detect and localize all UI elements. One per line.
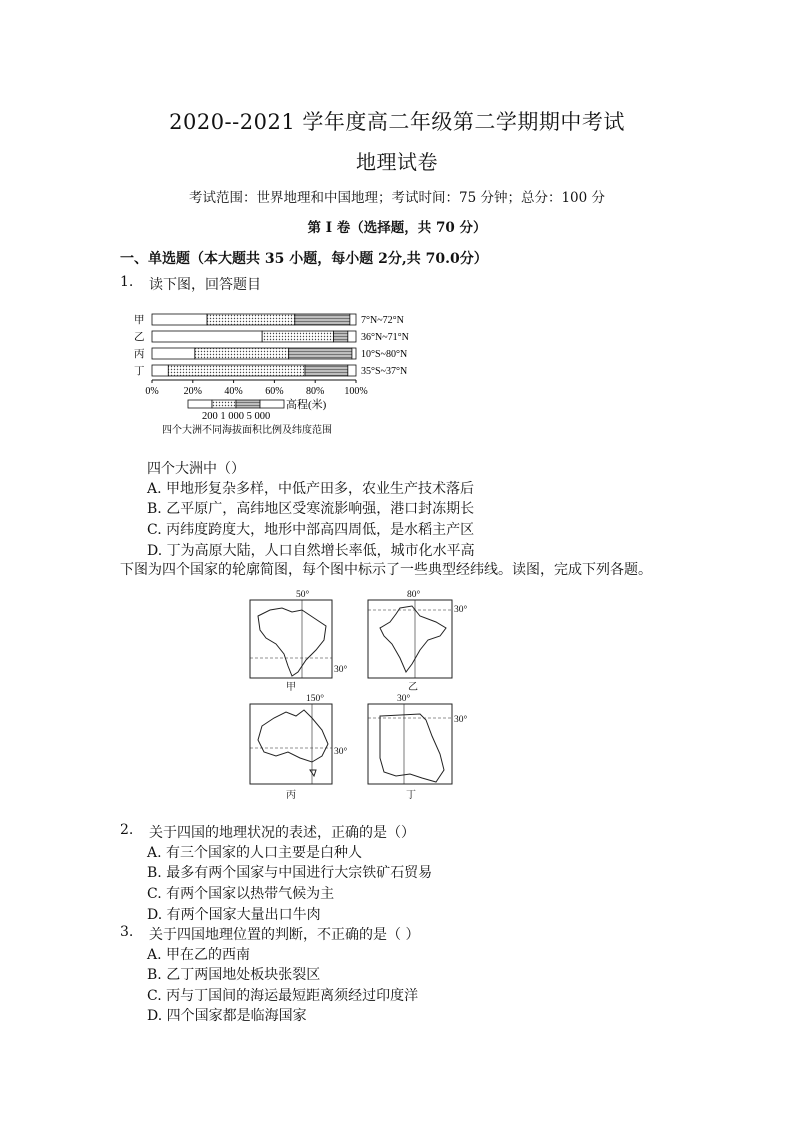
bar-segment: [334, 331, 348, 342]
bar-segment: [152, 365, 168, 376]
bar-segment: [352, 348, 356, 359]
q3-option-a[interactable]: A. 甲在乙的西南: [147, 947, 251, 963]
map-jia-label: 甲: [286, 682, 296, 693]
q1-stem: 四个大洲中（）: [147, 461, 245, 477]
q1-option-a[interactable]: A. 甲地形复杂多样，中低产田多，农业生产技术落后: [147, 481, 475, 497]
bar-segment: [207, 314, 295, 325]
q2-stem: 关于四国的地理状况的表述，正确的是（）: [149, 825, 415, 841]
bar-segment: [152, 348, 195, 359]
bar-segment: [348, 365, 356, 376]
exam-title: 2020--2021 学年度高二年级第二学期期中考试: [169, 110, 625, 134]
axis-tick-label: 20%: [183, 386, 202, 397]
map-yi-lon: 80°: [407, 590, 421, 600]
question-number: 1.: [120, 274, 134, 290]
q3-option-d[interactable]: D. 四个国家都是临海国家: [147, 1008, 307, 1024]
q1-option-b[interactable]: B. 乙平原广，高纬地区受寒流影响强，港口封冻期长: [147, 501, 475, 517]
q2-option-b[interactable]: B. 最多有两个国家与中国进行大宗铁矿石贸易: [147, 865, 433, 881]
q1-option-d[interactable]: D. 丁为高原大陆，人口自然增长率低，城市化水平高: [147, 543, 475, 559]
map-yi-lat: 30°: [454, 605, 468, 615]
map-ding-lat: 30°: [454, 715, 468, 725]
bar-segment: [262, 331, 333, 342]
figure-caption: 四个大洲不同海拔面积比例及纬度范围: [162, 425, 332, 436]
group-intro: 下图为四个国家的轮廓简图，每个图中标示了一些典型经纬线。读图，完成下列各题。: [120, 562, 652, 578]
map-jia: [250, 600, 332, 678]
map-ding: [368, 704, 452, 784]
q2-option-c[interactable]: C. 有两个国家以热带气候为主: [147, 886, 335, 902]
question-prompt: 读下图，回答题目: [149, 277, 261, 293]
map-bing: [250, 704, 332, 784]
bar-segment: [295, 314, 350, 325]
row-latitude-range: 7°N~72°N: [361, 315, 404, 326]
row-label: 丙: [134, 349, 145, 360]
exam-info: 考试范围：世界地理和中国地理；考试时间：75 分钟；总分：100 分: [188, 190, 606, 206]
legend-swatch-low: [188, 400, 212, 408]
map-bing-lat: 30°: [334, 747, 348, 757]
country-maps-figure: [240, 588, 480, 804]
map-jia-lon: 50°: [296, 590, 310, 600]
axis-tick-label: 100%: [344, 386, 368, 397]
q3-option-b[interactable]: B. 乙丁两国地处板块张裂区: [147, 967, 321, 983]
bar-segment: [168, 365, 305, 376]
row-label: 丁: [134, 366, 145, 377]
section-heading: 一、单选题（本大题共 35 小题，每小题 2分,共 70.0分）: [120, 251, 488, 267]
legend-unit: 高程(米): [286, 399, 327, 411]
q1-option-c[interactable]: C. 丙纬度跨度大，地形中部高四周低，是水稻主产区: [147, 522, 475, 538]
row-latitude-range: 36°N~71°N: [361, 332, 409, 343]
bar-segment: [305, 365, 348, 376]
q2-number: 2.: [120, 822, 134, 838]
row-latitude-range: 10°S~80°N: [361, 349, 408, 360]
axis-tick-label: 0%: [145, 386, 159, 397]
map-yi-label: 乙: [408, 682, 418, 693]
legend-swatch-top: [260, 400, 284, 408]
legend-swatch-high: [236, 400, 260, 408]
axis-tick-label: 40%: [224, 386, 243, 397]
bar-segment: [152, 314, 207, 325]
bar-segment: [348, 331, 356, 342]
legend-swatch-mid: [212, 400, 236, 408]
q2-option-a[interactable]: A. 有三个国家的人口主要是白种人: [147, 845, 363, 861]
map-yi: [368, 600, 452, 678]
map-ding-lon: 30°: [397, 694, 411, 704]
bar-segment: [195, 348, 289, 359]
axis-tick-label: 60%: [265, 386, 284, 397]
elevation-bar-figure: [128, 308, 418, 440]
q3-stem: 关于四国地理位置的判断，不正确的是（ ）: [149, 927, 420, 943]
volume-title: 第 I 卷（选择题，共 70 分）: [307, 220, 487, 236]
row-label: 甲: [134, 315, 145, 326]
subject-title: 地理试卷: [356, 150, 438, 174]
map-bing-lon: 150°: [306, 694, 325, 704]
legend-values: 200 1 000 5 000: [202, 411, 271, 422]
map-jia-lat: 30°: [334, 665, 348, 675]
row-latitude-range: 35°S~37°N: [361, 366, 408, 377]
bar-segment: [289, 348, 352, 359]
bar-segment: [350, 314, 356, 325]
q3-option-c[interactable]: C. 丙与丁国间的海运最短距离须经过印度洋: [147, 988, 419, 1004]
q2-option-d[interactable]: D. 有两个国家大量出口牛肉: [147, 907, 321, 923]
map-ding-label: 丁: [406, 790, 416, 801]
q3-number: 3.: [120, 924, 134, 940]
row-label: 乙: [134, 332, 145, 343]
bar-segment: [152, 331, 262, 342]
map-bing-label: 丙: [286, 790, 296, 801]
axis-tick-label: 80%: [306, 386, 325, 397]
